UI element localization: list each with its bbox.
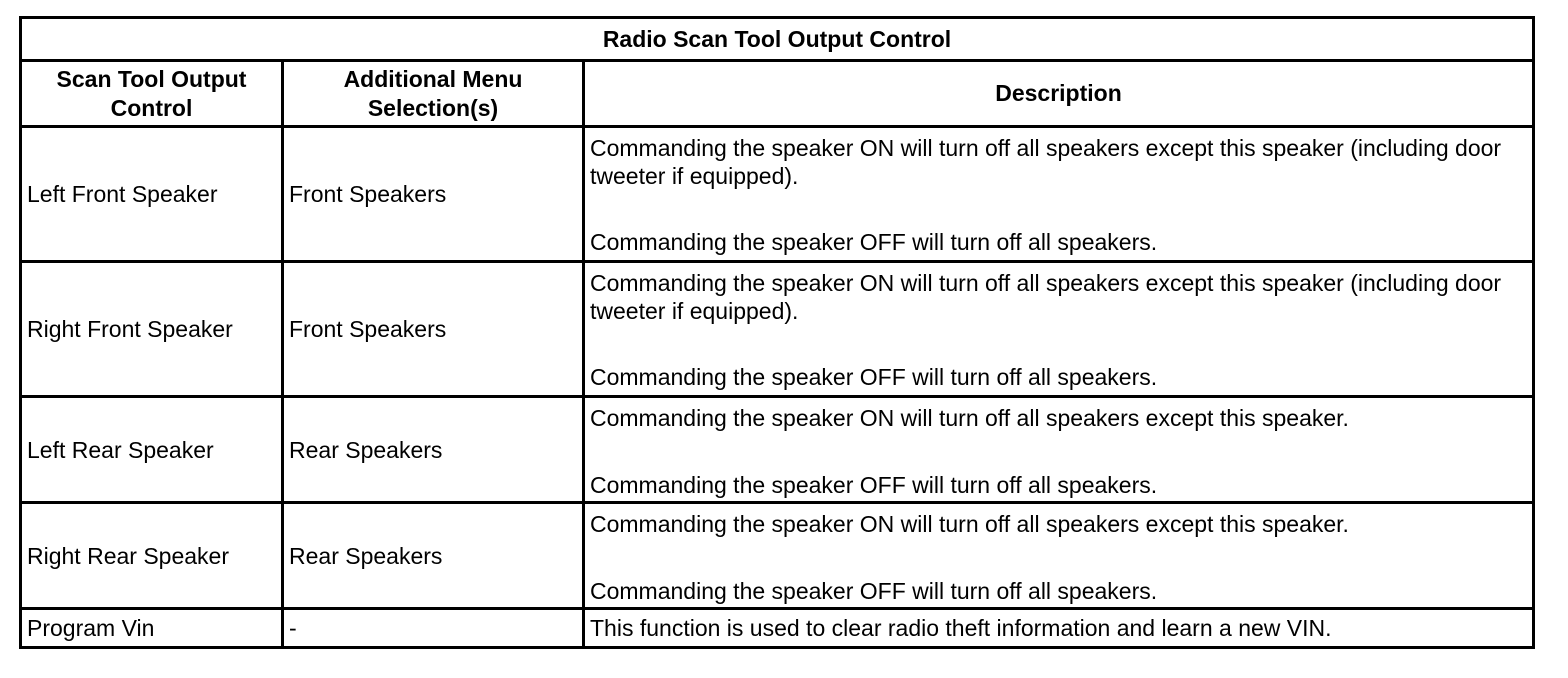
table-row: [21, 609, 1534, 648]
column-header-description: Description: [584, 61, 1534, 127]
table-row: [21, 262, 1534, 397]
menu-cell: -: [283, 609, 584, 648]
column-header-menu: Additional Menu Selection(s): [283, 61, 584, 127]
table-row: [21, 397, 1534, 503]
description-cell: [584, 262, 1534, 397]
menu-cell: Rear Speakers: [283, 503, 584, 609]
table-row: [21, 127, 1534, 262]
control-cell: Program Vin: [21, 609, 283, 648]
description-on-text: Commanding the speaker ON will turn off all speakers except this speaker.: [590, 405, 1349, 431]
control-cell: Right Rear Speaker: [21, 503, 283, 609]
description-off-text: Commanding the speaker OFF will turn off all speakers.: [590, 229, 1158, 255]
table-title-row: [21, 18, 1534, 61]
description-cell: This function is used to clear radio theft information and learn a new VIN.: [584, 609, 1534, 648]
description-off-text: Commanding the speaker OFF will turn off all speakers.: [590, 472, 1158, 498]
menu-cell: Front Speakers: [283, 262, 584, 397]
table-header-row: [21, 61, 1534, 127]
column-header-control: Scan Tool Output Control: [21, 61, 283, 127]
table-row: [21, 503, 1534, 609]
table-title: Radio Scan Tool Output Control: [21, 18, 1534, 61]
radio-scan-tool-output-control-table: [19, 16, 1535, 649]
control-cell: Right Front Speaker: [21, 262, 283, 397]
description-off-text: Commanding the speaker OFF will turn off all speakers.: [590, 364, 1158, 390]
menu-cell: Rear Speakers: [283, 397, 584, 503]
description-cell: [584, 397, 1534, 503]
menu-cell: Front Speakers: [283, 127, 584, 262]
description-on-text: Commanding the speaker ON will turn off all speakers except this speaker (including door tweeter if equipped).: [590, 135, 1502, 189]
description-on-text: Commanding the speaker ON will turn off all speakers except this speaker (including door tweeter if equipped).: [590, 270, 1502, 324]
description-cell: [584, 503, 1534, 609]
control-cell: Left Rear Speaker: [21, 397, 283, 503]
control-cell: Left Front Speaker: [21, 127, 283, 262]
description-off-text: Commanding the speaker OFF will turn off all speakers.: [590, 578, 1158, 604]
description-on-text: Commanding the speaker ON will turn off all speakers except this speaker.: [590, 511, 1349, 537]
description-cell: [584, 127, 1534, 262]
